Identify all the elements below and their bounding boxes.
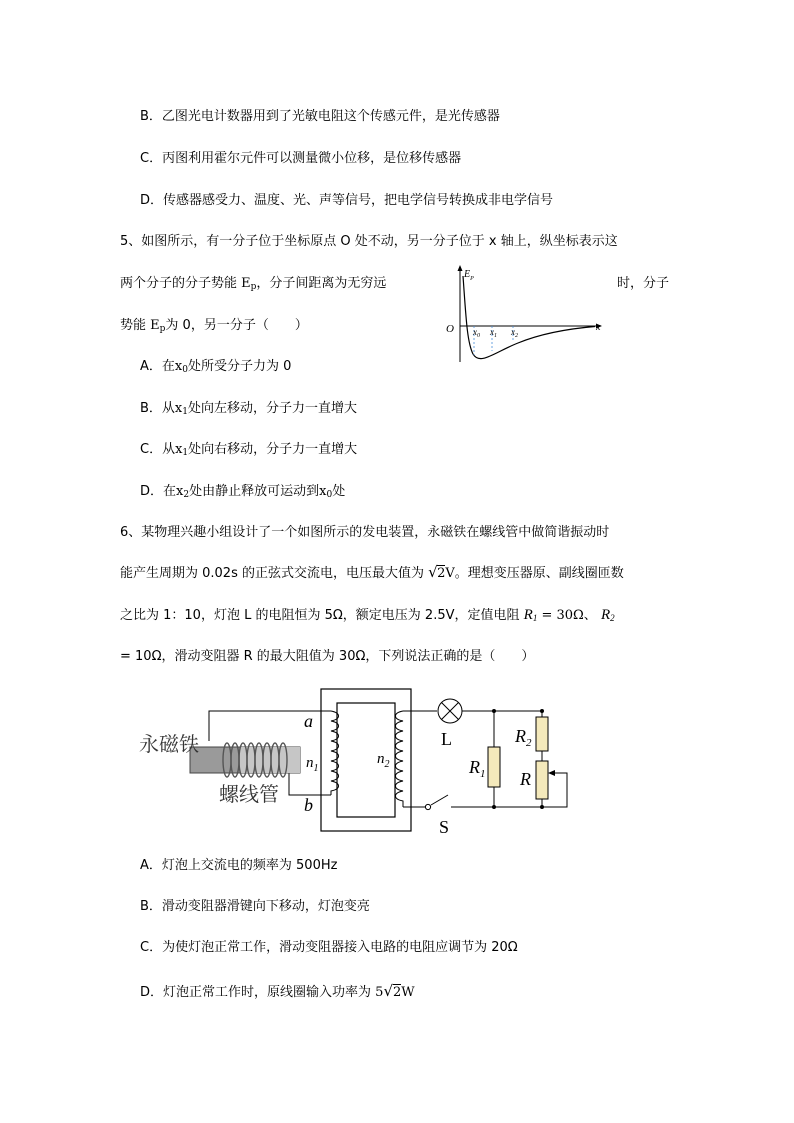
q4-option-d: D．传感器感受力、温度、光、声等信号，把电学信号转换成非电学信号 [140, 193, 554, 208]
q6-stem-line3 [120, 606, 615, 627]
x-letter: x [319, 484, 327, 499]
q5-stem-line1: 5、如图所示，有一分子位于坐标原点 O 处不动，另一分子位于 x 轴上，纵坐标表示这 [120, 234, 618, 249]
q5-optC-pre: C．从 [140, 442, 176, 457]
q5-optD-mid: 处由静止释放可运动到 [189, 484, 320, 499]
q5-stem-line2-end: 时，分子 [617, 276, 670, 291]
x-letter: x [174, 401, 183, 416]
radical-sign: √ [428, 563, 438, 581]
q5-stem-line3 [120, 317, 308, 338]
r2-symbol [601, 607, 615, 623]
q6-stem-line4: = 10Ω，滑动变阻器 R 的最大阻值为 30Ω，下列说法正确的是（ ） [120, 649, 535, 664]
q6-stem-line1: 6、某物理兴趣小组设计了一个如图所示的发电装置，永磁铁在螺线管中做简谐振动时 [120, 525, 610, 540]
q6-option-a: A．灯泡上交流电的频率为 500Hz [140, 858, 338, 873]
radical-sign: √ [383, 982, 393, 1000]
x-letter: x [175, 442, 183, 457]
q6-stem3-text: 之比为 1：10，灯泡 L 的电阻恒为 5Ω，额定电压为 2.5V，定值电阻 [120, 608, 520, 623]
x-axis-label: x [596, 322, 601, 333]
r-letter: R [600, 607, 611, 623]
secondary-coil [396, 711, 404, 807]
q5-optC-post: 处向右移动，分子力一直增大 [188, 442, 358, 457]
generator-circuit-diagram [135, 683, 595, 835]
q5-optB-post: 处向左移动，分子力一直增大 [188, 401, 358, 416]
unit: W [401, 985, 415, 1000]
q5-option-a [140, 358, 291, 379]
q5-stem3-text-b: 为 0，另一分子（ ） [165, 318, 308, 333]
switch-label: S [439, 817, 450, 835]
x1-symbol [175, 401, 188, 416]
q4-option-b: B．乙图光电计数器用到了光敏电阻这个传感元件，是光传感器 [140, 109, 500, 124]
solenoid-label: 螺线管 [219, 784, 279, 806]
terminal-a-label: a [304, 711, 313, 731]
q5-option-b [140, 400, 357, 421]
r1-value: = 30Ω、 [541, 608, 597, 623]
resistor-r2 [536, 717, 548, 751]
q5-stem2-text-b: ，分子间距离为无穷远 [256, 276, 387, 291]
radicand: 2 [437, 566, 446, 581]
switch-contact [425, 804, 430, 809]
q5-option-d [140, 483, 345, 504]
r-sub: 1 [532, 613, 538, 623]
q6-stem2-text: 能产生周期为 0.02s 的正弦式交流电，电压最大值为 [120, 566, 424, 581]
x-sub: 2 [183, 490, 190, 500]
q5-optB-pre: B．从 [140, 401, 175, 416]
q6-stem2-text-b: 。理想变压器原、副线圈匝数 [454, 566, 624, 581]
x0-symbol [175, 359, 188, 374]
q4-option-c: C．丙图利用霍尔元件可以测量微小位移，是位移传感器 [140, 151, 462, 166]
radicand: 2 [393, 985, 402, 1000]
q6-option-c: C．为使灯泡正常工作，滑动变阻器接入电路的电阻应调节为 20Ω [140, 940, 518, 955]
ep-subscript: p [159, 324, 166, 334]
rheostat-slider-arrow [548, 770, 555, 776]
q5-stem2-text: 两个分子的分子势能 [120, 276, 238, 291]
r-sub: 2 [610, 613, 615, 623]
r1-symbol [524, 607, 538, 623]
tick-x0: $x_0$ [473, 327, 480, 339]
r2-label: $R_2$ [515, 726, 532, 749]
q5-optA-post: 处所受分子力为 0 [187, 359, 292, 374]
q5-optD-pre: D．在 [140, 484, 177, 499]
ep-letter: E [241, 276, 251, 291]
q5-stem-line2 [120, 275, 386, 296]
x2-symbol [176, 484, 189, 499]
five-sqrt-two-watt [375, 982, 415, 1002]
q5-optD-post: 处 [332, 484, 346, 499]
q5-stem3-text: 势能 [120, 318, 147, 333]
ep-symbol-2 [150, 318, 165, 333]
q5-optA-pre: A．在 [140, 359, 175, 374]
q6-stem-line2 [120, 565, 624, 583]
x-sub: 0 [182, 365, 188, 375]
resistor-r1 [488, 747, 500, 787]
ep-letter: E [150, 318, 160, 333]
n2-label: $n_2$ [377, 751, 390, 770]
unit: V [445, 566, 455, 581]
x0-symbol [319, 484, 332, 499]
r-letter: R [523, 607, 533, 623]
switch-blade [431, 795, 448, 805]
potential-energy-graph [440, 262, 610, 366]
y-axis-label: $E_P$ [464, 269, 474, 282]
sqrt-two-volt [428, 565, 455, 583]
ep-symbol [241, 276, 256, 291]
r1-label: $R_1$ [469, 757, 486, 780]
terminal-b-label: b [304, 795, 313, 815]
ep-subscript: p [250, 282, 257, 292]
x-sub: 1 [182, 448, 189, 458]
q5-option-c [140, 441, 357, 462]
x-sub: 1 [182, 407, 188, 417]
x1-symbol [175, 442, 188, 457]
tick-x1: $x_1$ [490, 327, 497, 339]
n1-label: $n_1$ [306, 755, 319, 774]
y-axis-arrow [458, 265, 463, 271]
magnet-label: 永磁铁 [139, 734, 199, 756]
x-sub: 0 [326, 490, 333, 500]
rheostat-r [536, 761, 548, 799]
potential-curve [463, 276, 595, 359]
q6-option-d [140, 982, 415, 1002]
x-letter: x [176, 484, 184, 499]
lamp-label: L [441, 729, 452, 749]
q6-optD-pre: D．灯泡正常工作时，原线圈输入功率为 [140, 985, 372, 1000]
r-label: R [520, 769, 531, 789]
x-letter: x [174, 359, 183, 374]
coefficient: 5 [375, 985, 384, 1000]
q6-option-b: B．滑动变阻器滑键向下移动，灯泡变亮 [140, 899, 370, 914]
origin-label: O [446, 323, 454, 335]
tick-x2: $x_2$ [511, 327, 518, 339]
